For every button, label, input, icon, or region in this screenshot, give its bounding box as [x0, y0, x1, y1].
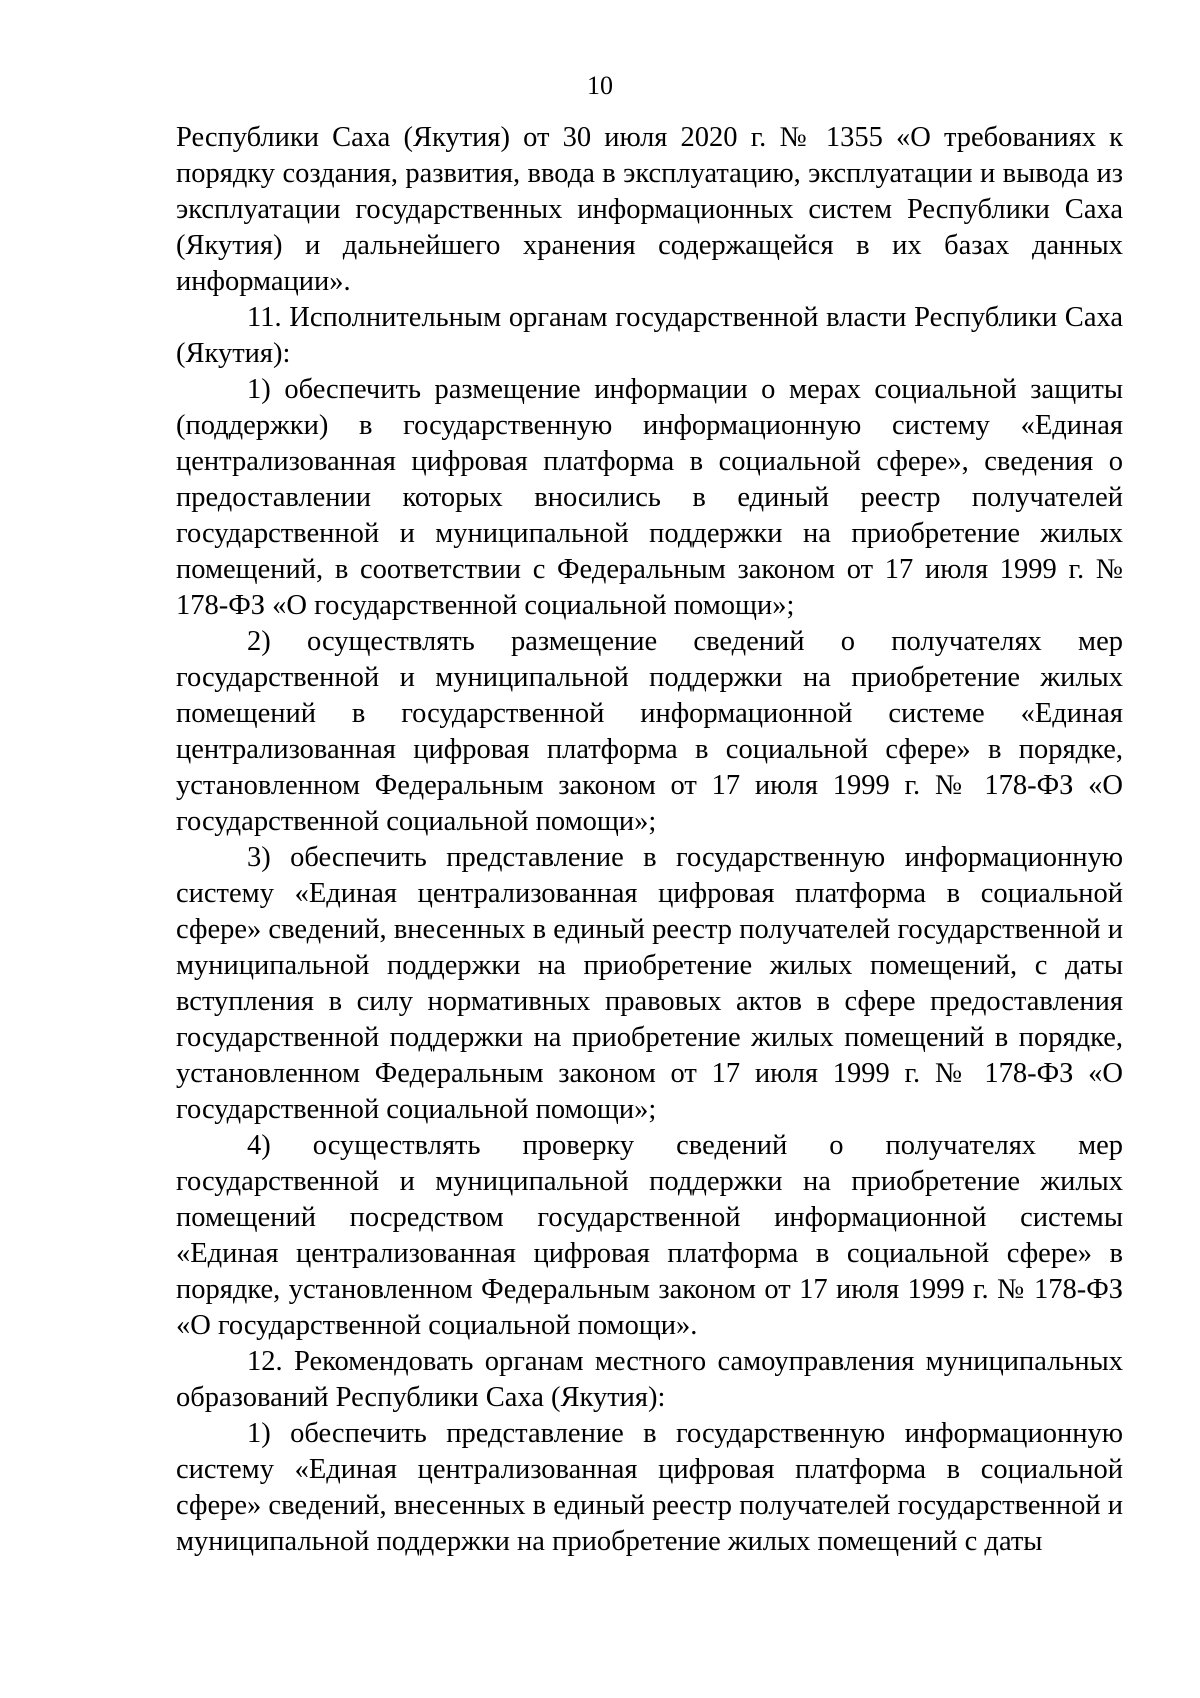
paragraph-continuation: Республики Саха (Якутия) от 30 июля 2020 г. № 1355 «О требованиях к порядку создания, развития, ввода в эксплуатацию, эксплуатации и вывода из эксплуатации государственных информационных систем Республики Саха (Якутия) и дальнейшего хранения содержащейся в их базах данных информации».: [176, 122, 1123, 297]
document-body: [176, 120, 1123, 1560]
page-number: 10: [587, 71, 613, 100]
paragraph-item-11-2: 2) осуществлять размещение сведений о получателях мер государственной и муниципальной поддержки на приобретение жилых помещений в государственной информационной системе «Единая централизованная цифровая платформа в социальной сфере» в порядке, установленном Федеральным законом от 17 июля 1999 г. № 178-ФЗ «О государственной социальной помощи»;: [176, 626, 1123, 837]
paragraph-item-12-1: 1) обеспечить представление в государственную информационную систему «Единая централизованная цифровая платформа в социальной сфере» сведений, внесенных в единый реестр получателей государственной и муниципальной поддержки на приобретение жилых помещений с даты: [176, 1418, 1123, 1557]
paragraph-item-11: 11. Исполнительным органам государственной власти Республики Саха (Якутия):: [176, 302, 1123, 369]
paragraph-item-11-3: 3) обеспечить представление в государственную информационную систему «Единая централизованная цифровая платформа в социальной сфере» сведений, внесенных в единый реестр получателей государственной и муниципальной поддержки на приобретение жилых помещений, с даты вступления в силу нормативных правовых актов в сфере предоставления государственной поддержки на приобретение жилых помещений в порядке, установленном Федеральным законом от 17 июля 1999 г. № 178-ФЗ «О государственной социальной помощи»;: [176, 842, 1123, 1125]
paragraph-item-12: 12. Рекомендовать органам местного самоуправления муниципальных образований Республики Саха (Якутия):: [176, 1346, 1123, 1413]
paragraph-item-11-1: 1) обеспечить размещение информации о мерах социальной защиты (поддержки) в государственную информационную систему «Единая централизованная цифровая платформа в социальной сфере», сведения о предоставлении которых вносились в единый реестр получателей государственной и муниципальной поддержки на приобретение жилых помещений, в соответствии с Федеральным законом от 17 июля 1999 г. № 178-ФЗ «О государственной социальной помощи»;: [176, 374, 1123, 621]
paragraph-item-11-4: 4) осуществлять проверку сведений о получателях мер государственной и муниципальной поддержки на приобретение жилых помещений посредством государственной информационной системы «Единая централизованная цифровая платформа в социальной сфере» в порядке, установленном Федеральным законом от 17 июля 1999 г. № 178-ФЗ «О государственной социальной помощи».: [176, 1130, 1123, 1341]
